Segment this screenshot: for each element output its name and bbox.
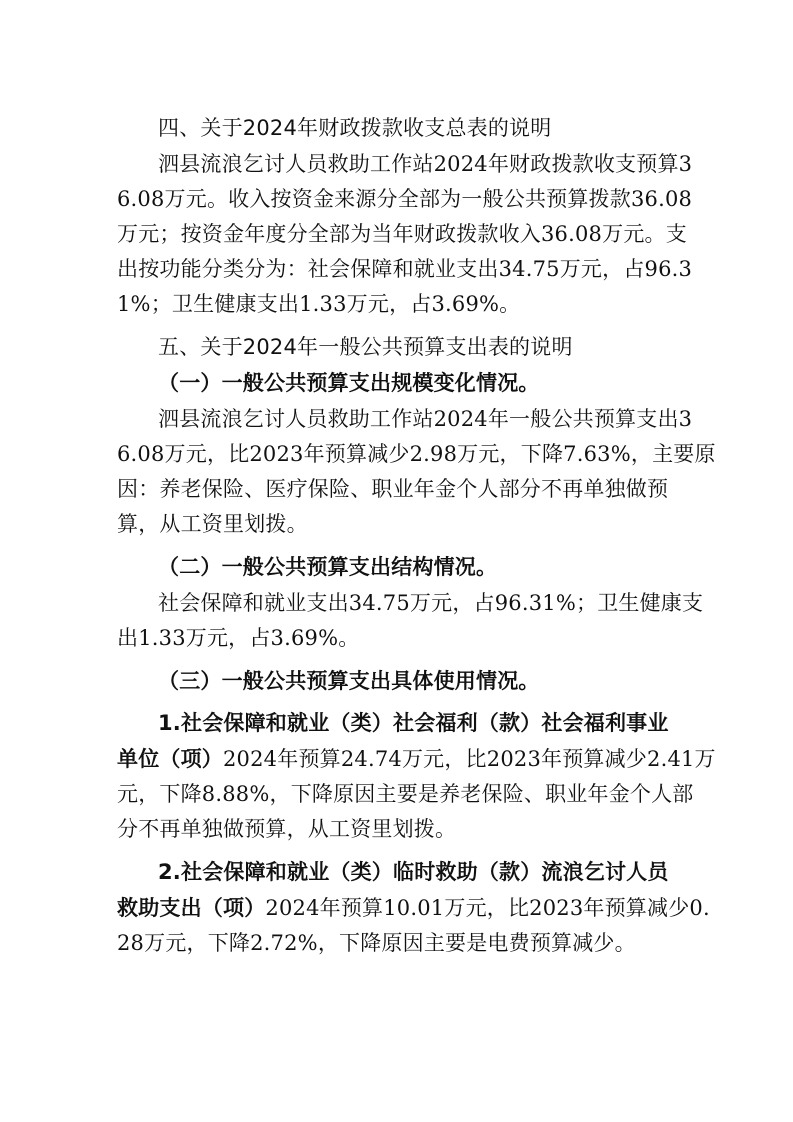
item-2-line-3: 28万元，下降2.72%，下降原因主要是电费预算减少。 (117, 931, 636, 955)
section-4-heading: 四、关于2024年财政拨款收支总表的说明 (158, 116, 552, 140)
item-2-line-2 (117, 890, 717, 926)
item-1-title-line-1: 1.社会保障和就业（类）社会福利（款）社会福利事业 (158, 711, 669, 735)
subsection-2-line-2: 出1.33万元，占3.69%。 (117, 626, 360, 650)
section-4-line-3: 万元；按资金年度分全部为当年财政拨款收入36.08万元。支 (117, 222, 687, 246)
item-1-title-line-2: 单位（项） (117, 747, 223, 771)
subsection-1-heading: （一）一般公共预算支出规模变化情况。 (158, 371, 540, 395)
item-2-title-line-2: 救助支出（项） (117, 896, 266, 920)
subsection-1-line-1: 泗县流浪乞讨人员救助工作站2024年一般公共预算支出3 (158, 407, 693, 431)
item-1-line-2 (117, 741, 717, 777)
subsection-1-line-4: 算，从工资里划拨。 (117, 512, 308, 536)
section-4-line-5: 1%；卫生健康支出1.33万元，占3.69%。 (117, 292, 521, 316)
section-5-heading: 五、关于2024年一般公共预算支出表的说明 (158, 335, 573, 359)
section-4-line-1: 泗县流浪乞讨人员救助工作站2024年财政拨款收支预算3 (158, 152, 693, 176)
item-1-line-2-text: 2024年预算24.74万元，比2023年预算减少2.41万 (223, 747, 716, 771)
item-2-line-2-text: 2024年预算10.01万元，比2023年预算减少0. (265, 896, 710, 920)
section-4-line-2: 6.08万元。收入按资金来源分全部为一般公共预算拨款36.08 (117, 187, 693, 211)
subsection-2-line-1: 社会保障和就业支出34.75万元，占96.31%；卫生健康支 (158, 591, 704, 615)
section-4-line-4: 出按功能分类分为：社会保障和就业支出34.75万元，占96.3 (117, 257, 693, 281)
item-2-title-line-1: 2.社会保障和就业（类）临时救助（款）流浪乞讨人员 (158, 860, 669, 884)
subsection-3-heading: （三）一般公共预算支出具体使用情况。 (158, 669, 540, 693)
subsection-1-line-2: 6.08万元，比2023年预算减少2.98万元，下降7.63%，主要原 (117, 442, 716, 466)
subsection-1-line-3: 因：养老保险、医疗保险、职业年金个人部分不再单独做预 (117, 477, 669, 501)
item-1-line-4: 分不再单独做预算，从工资里划拨。 (117, 817, 457, 841)
item-1-line-3: 元，下降8.88%，下降原因主要是养老保险、职业年金个人部 (117, 782, 694, 806)
subsection-2-heading: （二）一般公共预算支出结构情况。 (158, 555, 498, 579)
